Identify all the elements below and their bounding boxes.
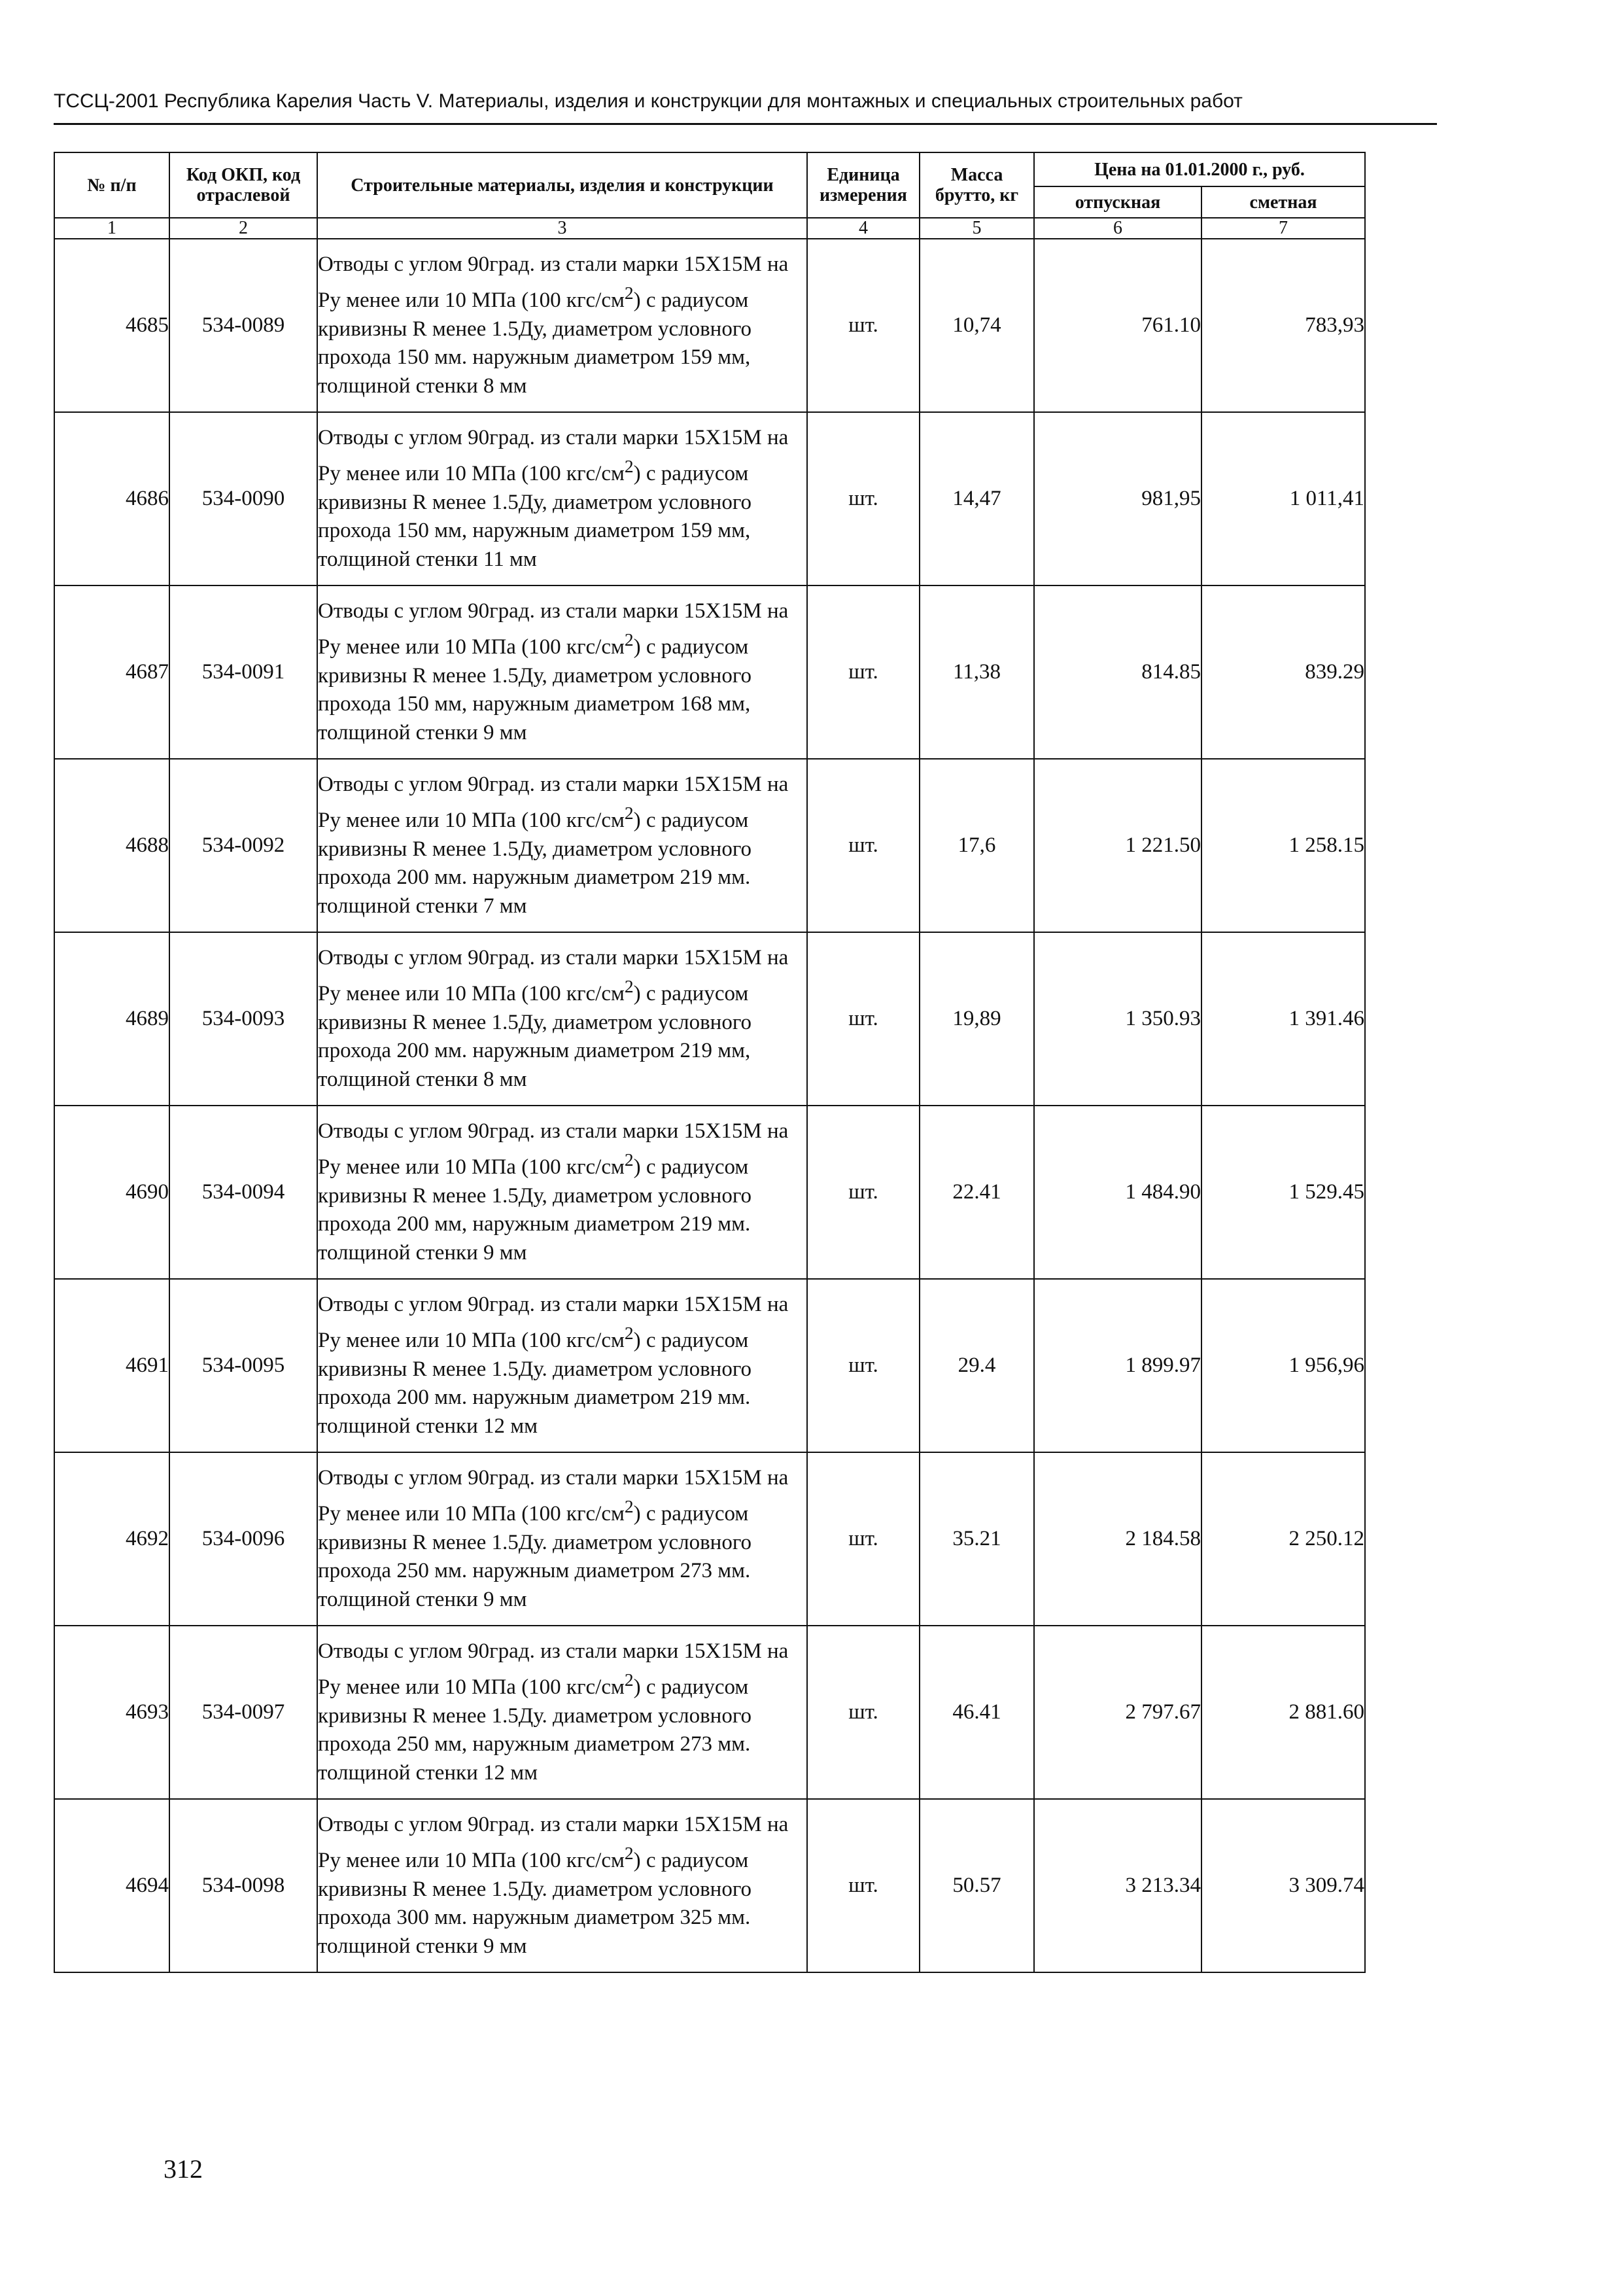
header-price-release: отпускная xyxy=(1034,186,1201,218)
row-price-estimate: 3 309.74 xyxy=(1201,1799,1365,1972)
row-price-release: 814.85 xyxy=(1034,585,1201,759)
row-code: 534-0098 xyxy=(169,1799,317,1972)
row-price-release: 1 484.90 xyxy=(1034,1106,1201,1279)
row-description-sup: 2 xyxy=(624,1323,634,1344)
header-divider xyxy=(54,123,1437,125)
row-description-sup: 2 xyxy=(624,976,634,997)
table-row xyxy=(54,1279,1365,1452)
row-number: 4688 xyxy=(54,759,169,932)
row-price-estimate: 1 956,96 xyxy=(1201,1279,1365,1452)
row-description-sup: 2 xyxy=(624,283,634,304)
row-price-release: 981,95 xyxy=(1034,412,1201,585)
row-price-release: 1 350.93 xyxy=(1034,932,1201,1106)
header-num: № п/п xyxy=(54,152,169,218)
column-number: 2 xyxy=(169,218,317,239)
row-price-estimate: 2 881.60 xyxy=(1201,1626,1365,1799)
row-code: 534-0089 xyxy=(169,239,317,412)
row-description-sup: 2 xyxy=(624,456,634,477)
row-number: 4687 xyxy=(54,585,169,759)
row-mass: 10,74 xyxy=(920,239,1034,412)
row-code: 534-0096 xyxy=(169,1452,317,1626)
column-number: 7 xyxy=(1201,218,1365,239)
row-code: 534-0092 xyxy=(169,759,317,932)
row-description-sup: 2 xyxy=(624,803,634,824)
column-number: 5 xyxy=(920,218,1034,239)
row-description xyxy=(317,1452,807,1626)
row-number: 4685 xyxy=(54,239,169,412)
row-description-text: ) с радиусом кривизны R менее 1.5Ду, диаметром условного прохода 150 мм, наружным диаметром 168 мм, толщиной стенки 9 мм xyxy=(318,635,752,744)
row-price-estimate: 783,93 xyxy=(1201,239,1365,412)
row-code: 534-0090 xyxy=(169,412,317,585)
header-price-group: Цена на 01.01.2000 г., руб. xyxy=(1034,152,1365,186)
row-price-release: 1 899.97 xyxy=(1034,1279,1201,1452)
page-number: 312 xyxy=(164,2154,203,2184)
row-description xyxy=(317,759,807,932)
row-price-estimate: 1 529.45 xyxy=(1201,1106,1365,1279)
row-unit: шт. xyxy=(807,1626,920,1799)
row-mass: 35.21 xyxy=(920,1452,1034,1626)
row-description xyxy=(317,1626,807,1799)
table-row xyxy=(54,1452,1365,1626)
row-description xyxy=(317,239,807,412)
row-description xyxy=(317,932,807,1106)
row-description-text: ) с радиусом кривизны R менее 1.5Ду, диаметром условного прохода 150 мм. наружным диаметром 159 мм, толщиной стенки 8 мм xyxy=(318,288,752,398)
row-price-estimate: 1 011,41 xyxy=(1201,412,1365,585)
row-code: 534-0095 xyxy=(169,1279,317,1452)
row-description-text: Отводы с углом 90град. из стали марки 15Х15М на Ру менее или 10 МПа (100 кгс/см xyxy=(318,599,789,659)
header-unit: Единица измерения xyxy=(807,152,920,218)
row-number: 4694 xyxy=(54,1799,169,1972)
column-number: 1 xyxy=(54,218,169,239)
table-row xyxy=(54,585,1365,759)
row-mass: 46.41 xyxy=(920,1626,1034,1799)
row-price-release: 2 797.67 xyxy=(1034,1626,1201,1799)
row-description-sup: 2 xyxy=(624,1149,634,1170)
row-price-estimate: 839.29 xyxy=(1201,585,1365,759)
row-description xyxy=(317,1279,807,1452)
row-unit: шт. xyxy=(807,412,920,585)
table-row xyxy=(54,1626,1365,1799)
row-description-text: ) с радиусом кривизны R менее 1.5Ду. диаметром условного прохода 250 мм, наружным диаметром 273 мм. толщиной стенки 12 мм xyxy=(318,1675,752,1785)
row-mass: 11,38 xyxy=(920,585,1034,759)
row-description-text: ) с радиусом кривизны R менее 1.5Ду, диаметром условного прохода 200 мм, наружным диаметром 219 мм. толщиной стенки 9 мм xyxy=(318,1155,752,1265)
row-description-sup: 2 xyxy=(624,1669,634,1690)
row-description-text: ) с радиусом кривизны R менее 1.5Ду, диаметром условного прохода 150 мм, наружным диаметром 159 мм, толщиной стенки 11 мм xyxy=(318,462,752,571)
row-unit: шт. xyxy=(807,1452,920,1626)
row-description xyxy=(317,585,807,759)
row-description-sup: 2 xyxy=(624,1496,634,1517)
header-code: Код ОКП, код отраслевой xyxy=(169,152,317,218)
row-mass: 50.57 xyxy=(920,1799,1034,1972)
row-description-text: Отводы с углом 90град. из стали марки 15Х15М на Ру менее или 10 МПа (100 кгс/см xyxy=(318,945,789,1006)
column-number: 4 xyxy=(807,218,920,239)
row-unit: шт. xyxy=(807,239,920,412)
table-row xyxy=(54,759,1365,932)
column-number: 3 xyxy=(317,218,807,239)
row-description xyxy=(317,412,807,585)
row-unit: шт. xyxy=(807,1106,920,1279)
row-description-sup: 2 xyxy=(624,629,634,650)
price-table xyxy=(54,152,1366,1973)
row-description-text: ) с радиусом кривизны R менее 1.5Ду, диаметром условного прохода 200 мм. наружным диаметром 219 мм, толщиной стенки 8 мм xyxy=(318,982,752,1091)
page-header-title: ТССЦ-2001 Республика Карелия Часть V. Материалы, изделия и конструкции для монтажных и специальных строительных работ xyxy=(54,90,1243,112)
row-unit: шт. xyxy=(807,1799,920,1972)
row-description-text: Отводы с углом 90град. из стали марки 15Х15М на Ру менее или 10 МПа (100 кгс/см xyxy=(318,1812,789,1873)
row-description-text: Отводы с углом 90град. из стали марки 15Х15М на Ру менее или 10 МПа (100 кгс/см xyxy=(318,1639,789,1700)
row-unit: шт. xyxy=(807,585,920,759)
column-number-row xyxy=(54,218,1365,239)
row-price-release: 2 184.58 xyxy=(1034,1452,1201,1626)
row-code: 534-0094 xyxy=(169,1106,317,1279)
row-description-text: Отводы с углом 90град. из стали марки 15Х15М на Ру менее или 10 МПа (100 кгс/см xyxy=(318,1292,789,1353)
table-row xyxy=(54,932,1365,1106)
row-description-text: ) с радиусом кривизны R менее 1.5Ду. диаметром условного прохода 300 мм. наружным диаметром 325 мм. толщиной стенки 9 мм xyxy=(318,1849,752,1958)
row-description xyxy=(317,1799,807,1972)
table-row xyxy=(54,1799,1365,1972)
row-description-text: ) с радиусом кривизны R менее 1.5Ду. диаметром условного прохода 250 мм. наружным диаметром 273 мм. толщиной стенки 9 мм xyxy=(318,1502,752,1611)
table-row xyxy=(54,412,1365,585)
row-number: 4686 xyxy=(54,412,169,585)
row-number: 4692 xyxy=(54,1452,169,1626)
header-name: Строительные материалы, изделия и конструкции xyxy=(317,152,807,218)
row-unit: шт. xyxy=(807,1279,920,1452)
row-unit: шт. xyxy=(807,932,920,1106)
row-mass: 29.4 xyxy=(920,1279,1034,1452)
row-number: 4690 xyxy=(54,1106,169,1279)
row-description-text: Отводы с углом 90град. из стали марки 15Х15М на Ру менее или 10 МПа (100 кгс/см xyxy=(318,252,789,313)
header-price-estimate: сметная xyxy=(1201,186,1365,218)
row-price-release: 761.10 xyxy=(1034,239,1201,412)
row-price-release: 3 213.34 xyxy=(1034,1799,1201,1972)
row-mass: 17,6 xyxy=(920,759,1034,932)
row-mass: 14,47 xyxy=(920,412,1034,585)
row-description-text: ) с радиусом кривизны R менее 1.5Ду, диаметром условного прохода 200 мм. наружным диаметром 219 мм. толщиной стенки 7 мм xyxy=(318,809,752,918)
row-description-text: Отводы с углом 90град. из стали марки 15Х15М на Ру менее или 10 МПа (100 кгс/см xyxy=(318,1119,789,1179)
row-code: 534-0093 xyxy=(169,932,317,1106)
row-mass: 22.41 xyxy=(920,1106,1034,1279)
table-row xyxy=(54,239,1365,412)
row-description-text: ) с радиусом кривизны R менее 1.5Ду. диаметром условного прохода 200 мм. наружным диаметром 219 мм. толщиной стенки 12 мм xyxy=(318,1329,752,1438)
row-description-sup: 2 xyxy=(624,1843,634,1864)
row-description-text: Отводы с углом 90град. из стали марки 15Х15М на Ру менее или 10 МПа (100 кгс/см xyxy=(318,425,789,486)
row-number: 4693 xyxy=(54,1626,169,1799)
row-price-estimate: 1 391.46 xyxy=(1201,932,1365,1106)
row-price-estimate: 1 258.15 xyxy=(1201,759,1365,932)
row-code: 534-0091 xyxy=(169,585,317,759)
row-description xyxy=(317,1106,807,1279)
row-price-release: 1 221.50 xyxy=(1034,759,1201,932)
row-price-estimate: 2 250.12 xyxy=(1201,1452,1365,1626)
row-unit: шт. xyxy=(807,759,920,932)
row-number: 4689 xyxy=(54,932,169,1106)
row-mass: 19,89 xyxy=(920,932,1034,1106)
row-number: 4691 xyxy=(54,1279,169,1452)
row-code: 534-0097 xyxy=(169,1626,317,1799)
row-description-text: Отводы с углом 90град. из стали марки 15Х15М на Ру менее или 10 МПа (100 кгс/см xyxy=(318,772,789,833)
header-mass: Масса брутто, кг xyxy=(920,152,1034,218)
column-number: 6 xyxy=(1034,218,1201,239)
row-description-text: Отводы с углом 90град. из стали марки 15Х15М на Ру менее или 10 МПа (100 кгс/см xyxy=(318,1465,789,1526)
table-row xyxy=(54,1106,1365,1279)
